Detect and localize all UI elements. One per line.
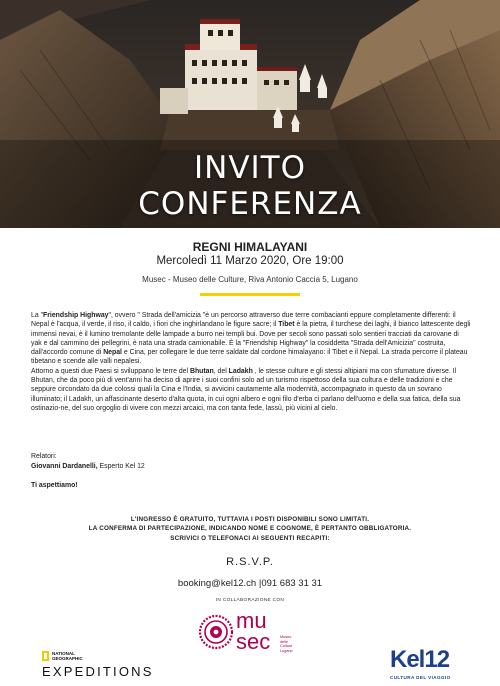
event-venue: Musec - Museo delle Culture, Riva Antonio Caccia 5, Lugano bbox=[142, 275, 358, 284]
registration-notice bbox=[0, 515, 500, 543]
notice-line-3: SCRIVICI O TELEFONACI AI SEGUENTI RECAPITI: bbox=[170, 534, 330, 542]
notice-line-2: LA CONFERMA DI PARTECIPAZIONE, INDICANDO NOME E COGNOME, È PERTANTO OBBLIGATORIA. bbox=[88, 525, 412, 533]
hero-title-line2: CONFERENZA bbox=[138, 186, 362, 222]
speaker-entry bbox=[31, 462, 145, 472]
natgeo-line-2: GEOGRAPHIC bbox=[52, 656, 83, 661]
yellow-border-icon bbox=[42, 651, 49, 661]
kel12-wordmark: Kel12 bbox=[390, 646, 450, 673]
closing-line: Ti aspettiamo! bbox=[31, 482, 78, 489]
rsvp-label: R.S.V.P. bbox=[226, 556, 274, 568]
event-title: REGNI HIMALAYANI bbox=[192, 240, 308, 254]
rsvp-contact[interactable]: booking@kel12.ch |091 683 31 31 bbox=[177, 578, 323, 589]
hero-title-line1: INVITO bbox=[193, 150, 307, 186]
description-paragraph-2: Attorno a questi due Paesi si sviluppano le terre del Bhutan, del Ladakh , le stesse culture e gli stessi altipiani ma con sfumature diverse. Il Bhutan, che da poco più di vent'anni ha deciso di aprire i suoi confini solo ad un turismo rispettoso della sua cultura e delle tradizioni e che seppure circondato da due colossi quali la Cina e l'India, si avvicini cautamente alla modernità, accompagnato in questo da un sovrano illuminato; il Ladakh, un affascinante deserto d'alta quota, in cui ogni albero e ogni filo d'erba ci parlano dell'uomo e della sua fatica, della sua ostinazio-ne, del suo orgoglio di vivere con mezzi arcaici, ma con tanta fede, lassù, più vicini al cielo. bbox=[31, 367, 461, 412]
speakers-label: Relatori: bbox=[31, 453, 57, 460]
musec-logo bbox=[198, 608, 308, 662]
musec-emblem-icon bbox=[198, 614, 234, 650]
musec-wordmark: mu sec bbox=[236, 608, 271, 654]
notice-line-1: L'INGRESSO È GRATUITO, TUTTAVIA I POSTI DISPONIBILI SONO LIMITATI. bbox=[130, 516, 370, 523]
natgeo-line-1: NATIONAL bbox=[52, 651, 75, 656]
speaker-name: Giovanni Dardanelli, bbox=[31, 462, 98, 470]
hero-image bbox=[0, 0, 500, 228]
kel12-logo bbox=[390, 646, 470, 684]
event-datetime: Mercoledì 11 Marzo 2020, Ore 19:00 bbox=[156, 255, 344, 267]
collaboration-label: IN COLLABORAZIONE CON bbox=[215, 598, 285, 603]
description bbox=[31, 311, 471, 413]
musec-subtitle: Museo delle Culture Lugano bbox=[280, 635, 293, 653]
speakers bbox=[31, 452, 145, 471]
expeditions-wordmark: EXPEDITIONS bbox=[42, 664, 154, 679]
speaker-role: Esperto Kel 12 bbox=[97, 462, 145, 470]
yellow-divider bbox=[200, 293, 300, 296]
description-paragraph-1: La "Friendship Highway", ovvero " Strada dell'amicizia "è un percorso attraverso due terre combacianti eppure completamente differenti: il Nepal è l'acqua, il verde, il riso, il caldo, i fiori che inghirlandano le figure sacre; il Tibet è la pietra, il turchese dei laghi, il bianco lattescente degli immensi nevai, è il lumino tremolante delle lampade a burro nei templi bui. Dove per secoli sono passati solo sentieri tracciati da carovane di yak e dal cammino dei pellegrini, è nata una strada camionabile. È la "Friendship Highway" la cosiddetta "Strada dell'Amicizia" costruita, dall'accordo comune di Nepal e Cina, per collegare le due terre saldate dal cordone himalayano: il Tibet e il Nepal. La strada percorre il plateau tibetano e scende alle valli nepalesi. bbox=[31, 312, 471, 366]
kel12-tagline: CULTURA DEL VIAGGIO bbox=[390, 675, 451, 680]
